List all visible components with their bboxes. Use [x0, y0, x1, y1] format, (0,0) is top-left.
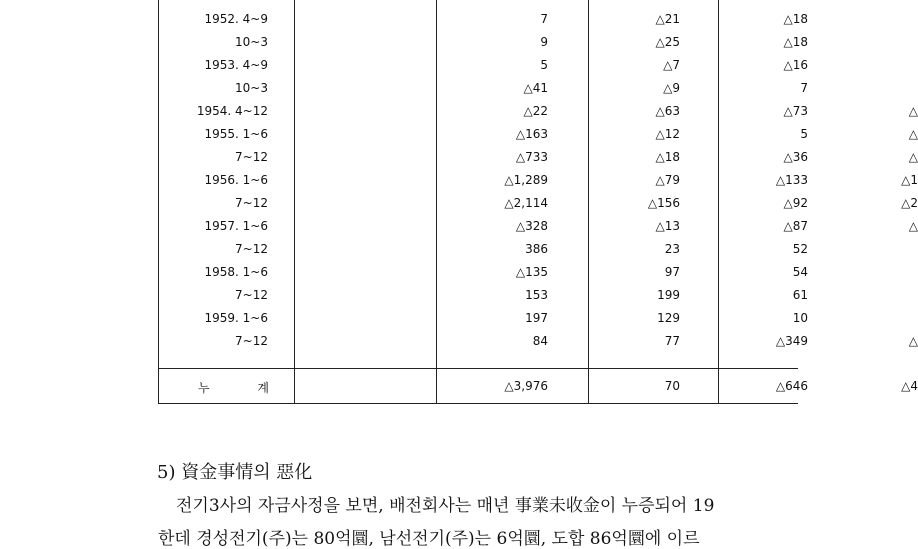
body-text-line: 전기3사의 자금사정을 보면, 배전회사는 매년 事業未收金이 누증되어 19 [176, 496, 715, 516]
table-row [158, 9, 808, 32]
value-cell: 5 [800, 127, 808, 141]
value-cell: △133 [775, 173, 808, 187]
table-row [158, 239, 808, 262]
total-label: 누 계 [198, 381, 291, 395]
table-row [158, 308, 808, 331]
period-cell: 10~3 [235, 35, 268, 49]
period-cell: 1953. 4~9 [204, 58, 268, 72]
value-cell: △ [908, 104, 918, 118]
value-cell: △25 [655, 35, 680, 49]
period-cell: 1954. 4~12 [196, 104, 268, 118]
value-cell: △79 [655, 173, 680, 187]
value-cell: △18 [783, 12, 808, 26]
total-value-cell: △3,976 [504, 379, 548, 393]
total-value-cell: 70 [664, 379, 680, 393]
value-cell: △87 [783, 219, 808, 233]
value-cell: △163 [515, 127, 548, 141]
table-row [158, 32, 808, 55]
table-row [158, 193, 918, 216]
value-cell: △18 [655, 150, 680, 164]
period-cell: 7~12 [235, 334, 268, 348]
value-cell: △41 [523, 81, 548, 95]
value-cell: △73 [783, 104, 808, 118]
value-cell: 61 [792, 288, 808, 302]
value-cell: △13 [655, 219, 680, 233]
value-cell: 197 [525, 311, 548, 325]
value-cell: △7 [663, 58, 680, 72]
total-row [158, 376, 918, 399]
value-cell: △ [908, 150, 918, 164]
table-row [158, 55, 808, 78]
period-cell: 7~12 [235, 288, 268, 302]
value-cell: 84 [532, 334, 548, 348]
period-cell: 10~3 [235, 81, 268, 95]
total-separator-rule [158, 368, 798, 369]
total-value-cell: △4 [901, 379, 918, 393]
table-row [158, 78, 808, 101]
period-cell: 1957. 1~6 [204, 219, 268, 233]
table-row [158, 216, 918, 239]
value-cell: △2 [901, 196, 918, 210]
value-cell: 97 [664, 265, 680, 279]
period-cell: 1959. 1~6 [204, 311, 268, 325]
value-cell: △21 [655, 12, 680, 26]
value-cell: △349 [775, 334, 808, 348]
table-row [158, 170, 918, 193]
value-cell: △ [908, 334, 918, 348]
value-cell: 386 [525, 242, 548, 256]
period-cell: 7~12 [235, 150, 268, 164]
value-cell: 199 [657, 288, 680, 302]
period-cell: 7~12 [235, 242, 268, 256]
value-cell: 23 [664, 242, 680, 256]
period-cell: 7~12 [235, 196, 268, 210]
table-row [158, 101, 918, 124]
value-cell: △1,289 [504, 173, 548, 187]
value-cell: 9 [540, 35, 548, 49]
value-cell: 77 [664, 334, 680, 348]
total-value-cell: △646 [775, 379, 808, 393]
period-cell: 1958. 1~6 [204, 265, 268, 279]
value-cell: △156 [647, 196, 680, 210]
value-cell: 129 [657, 311, 680, 325]
table-bottom-rule [158, 403, 798, 404]
value-cell: △63 [655, 104, 680, 118]
value-cell: △36 [783, 150, 808, 164]
value-cell: △9 [663, 81, 680, 95]
table-row [158, 331, 918, 354]
value-cell: 10 [792, 311, 808, 325]
value-cell: △ [908, 219, 918, 233]
value-cell: △1 [901, 173, 918, 187]
value-cell: △328 [515, 219, 548, 233]
data-table [158, 0, 918, 404]
value-cell: 7 [800, 81, 808, 95]
value-cell: △2,114 [504, 196, 548, 210]
value-cell: △ [908, 127, 918, 141]
table-row [158, 147, 918, 170]
value-cell: △733 [515, 150, 548, 164]
value-cell: △22 [523, 104, 548, 118]
value-cell: △18 [783, 35, 808, 49]
value-cell: △12 [655, 127, 680, 141]
value-cell: △135 [515, 265, 548, 279]
table-row [158, 262, 808, 285]
period-cell: 1955. 1~6 [204, 127, 268, 141]
body-text-line: 한데 경성전기(주)는 80억圜, 남선전기(주)는 6억圜, 도합 86억圜에 이르 [158, 529, 700, 549]
period-cell: 1952. 4~9 [204, 12, 268, 26]
section-heading: 5) 資金事情의 惡化 [157, 462, 313, 483]
value-cell: 52 [792, 242, 808, 256]
period-cell: 1956. 1~6 [204, 173, 268, 187]
value-cell: 153 [525, 288, 548, 302]
table-row [158, 124, 918, 147]
table-row [158, 285, 808, 308]
value-cell: △16 [783, 58, 808, 72]
value-cell: 7 [540, 12, 548, 26]
value-cell: △92 [783, 196, 808, 210]
value-cell: 54 [792, 265, 808, 279]
value-cell: 5 [540, 58, 548, 72]
